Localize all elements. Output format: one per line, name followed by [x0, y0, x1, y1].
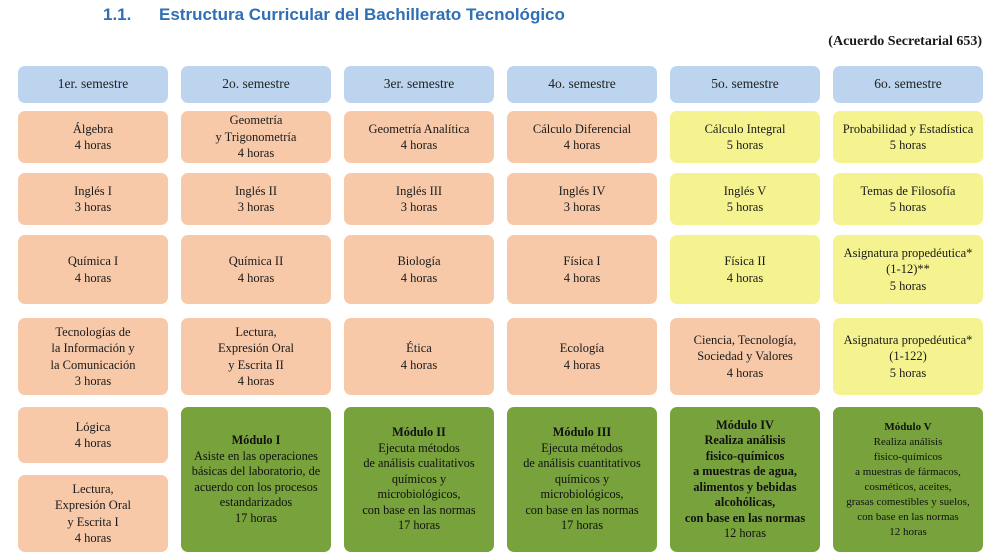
hours-label: 17 horas — [397, 518, 440, 533]
subject-cell — [181, 235, 331, 304]
cell-text-line: Sociedad y Valores — [697, 349, 793, 364]
hours-label: 17 horas — [560, 518, 603, 533]
subject-cell — [507, 173, 657, 225]
semester-header: 2o. semestre — [181, 66, 331, 103]
subject-name: Ecología — [559, 341, 605, 355]
subject-name: Lógica — [75, 419, 111, 434]
cell-text-line: la Comunicación — [50, 357, 136, 372]
hours-label: 5 horas — [726, 138, 764, 152]
subject-name: Química I — [67, 254, 119, 268]
subject-name: Asignatura propedéutica* — [843, 332, 973, 347]
subject-cell — [344, 111, 494, 163]
semester-header: 5o. semestre — [670, 66, 820, 103]
cell-text-line: de análisis cualitativos — [363, 456, 475, 471]
cell-text-line: cosméticos, aceites, — [864, 480, 952, 493]
module-title: Módulo III — [552, 425, 612, 440]
subject-cell — [181, 318, 331, 395]
hours-label: 3 horas — [400, 200, 438, 214]
subject-cell — [670, 111, 820, 163]
hours-label: 4 horas — [400, 270, 438, 285]
cell-text-line: Expresión Oral — [54, 498, 132, 512]
subject-name: Ciencia, Tecnología, — [693, 332, 797, 347]
hours-label: 4 horas — [563, 357, 601, 372]
cell-text-line: químicos y — [554, 471, 610, 486]
subject-cell — [507, 318, 657, 395]
cell-text-line: Ejecuta métodos — [378, 440, 460, 455]
cell-text-line: Asiste en las operaciones — [194, 448, 318, 463]
semester-header: 6o. semestre — [833, 66, 983, 103]
subject-name: Inglés II — [235, 183, 277, 198]
cell-text-line: alimentos y bebidas — [693, 479, 797, 494]
cell-text-line: Expresión Oral — [217, 341, 295, 355]
hours-label: 4 horas — [726, 365, 764, 380]
subject-name: Física II — [724, 254, 766, 268]
subject-cell — [670, 318, 820, 395]
subject-cell — [18, 235, 168, 304]
cell-text-line: con base en las normas — [525, 502, 639, 517]
hours-label: 12 horas — [889, 525, 927, 538]
subject-name: Álgebra — [72, 121, 114, 136]
cell-text-line: fisico-químicos — [873, 450, 943, 463]
subject-name: Física I — [563, 254, 601, 268]
hours-label: 4 horas — [400, 138, 438, 152]
cell-text-line: Ejecuta métodos — [541, 440, 623, 455]
cell-text-line: estandarizados — [219, 495, 293, 509]
cell-text-line: la Información y — [51, 341, 135, 355]
subject-name: Química II — [228, 254, 284, 268]
hours-label: 4 horas — [563, 270, 601, 285]
subject-name: Asignatura propedéutica* — [843, 245, 973, 260]
cell-text-line: fisico-químicos — [705, 448, 785, 463]
subject-name: Lectura, — [235, 324, 277, 339]
subject-name: Geometría Analítica — [368, 121, 470, 136]
subject-cell — [833, 235, 983, 304]
cell-text-line: a muestras de agua, — [693, 464, 797, 478]
cell-text-line: de análisis cuantitativos — [523, 456, 641, 471]
module-cell — [833, 407, 983, 552]
cell-text-line: acuerdo con los procesos — [194, 479, 318, 494]
hours-label: 4 horas — [74, 138, 112, 152]
subject-cell — [833, 173, 983, 225]
cell-text-line: y Trigonometría — [215, 129, 297, 144]
hours-label: 3 horas — [237, 200, 275, 214]
hours-label: 3 horas — [74, 374, 112, 388]
module-cell — [344, 407, 494, 552]
subject-cell — [670, 173, 820, 225]
subject-cell — [18, 173, 168, 225]
subject-cell — [18, 318, 168, 395]
cell-text-line: químicos y — [391, 471, 447, 486]
cell-text-line: (1-122) — [889, 349, 927, 364]
subject-name: Biología — [397, 254, 441, 268]
cell-text-line: alcohólicas, — [714, 495, 776, 509]
cell-text-line: microbiológicos, — [377, 487, 461, 502]
subject-cell — [833, 111, 983, 163]
hours-label: 4 horas — [74, 531, 112, 545]
hours-label: 17 horas — [234, 510, 277, 525]
subject-name: Lectura, — [72, 481, 114, 496]
hours-label: 5 horas — [889, 138, 927, 152]
subject-cell — [18, 111, 168, 163]
subject-name: Inglés IV — [558, 183, 606, 198]
subject-cell — [670, 235, 820, 304]
subject-name: Geometría — [229, 113, 283, 128]
subject-cell — [344, 318, 494, 395]
subject-name: Cálculo Integral — [704, 121, 786, 136]
section-number: 1.1. — [103, 5, 132, 24]
cell-text-line: Realiza análisis — [873, 435, 943, 448]
subject-cell — [344, 173, 494, 225]
cell-text-line: a muestras de fármacos, — [855, 465, 961, 478]
module-title: Módulo I — [231, 433, 281, 447]
subject-name: Cálculo Diferencial — [532, 121, 632, 136]
module-title: Módulo V — [884, 420, 932, 433]
hours-label: 4 horas — [237, 270, 275, 285]
cell-text-line: con base en las normas — [857, 510, 959, 523]
module-cell — [507, 407, 657, 552]
cell-text-line: básicas del laboratorio, de — [191, 464, 321, 478]
subject-cell — [344, 235, 494, 304]
subject-cell — [507, 235, 657, 304]
cell-text-line: microbiológicos, — [540, 487, 624, 502]
section-heading — [103, 5, 565, 25]
subject-name: Ética — [406, 341, 432, 355]
hours-label: 5 horas — [889, 278, 927, 293]
agreement-note: (Acuerdo Secretarial 653) — [828, 34, 982, 49]
hours-label: 4 horas — [400, 357, 438, 372]
semester-header: 1er. semestre — [18, 66, 168, 103]
cell-text-line: y Escrita I — [67, 514, 119, 529]
subject-name: Inglés V — [723, 183, 767, 198]
hours-label: 5 horas — [726, 200, 764, 214]
cell-text-line: con base en las normas — [684, 510, 806, 525]
subject-cell — [181, 173, 331, 225]
hours-label: 12 horas — [723, 526, 766, 540]
semester-header: 4o. semestre — [507, 66, 657, 103]
hours-label: 5 horas — [889, 365, 927, 380]
subject-cell — [18, 407, 168, 463]
cell-text-line: con base en las normas — [362, 502, 476, 517]
hours-label: 4 horas — [237, 374, 275, 388]
subject-name: Temas de Filosofía — [860, 183, 956, 198]
subject-name: Inglés III — [395, 183, 443, 198]
cell-text-line: grasas comestibles y suelos, — [846, 495, 970, 508]
hours-label: 4 horas — [563, 138, 601, 152]
hours-label: 4 horas — [237, 146, 275, 161]
hours-label: 5 horas — [889, 200, 927, 214]
hours-label: 4 horas — [726, 270, 764, 285]
cell-text-line: y Escrita II — [228, 357, 284, 372]
subject-cell — [18, 475, 168, 552]
hours-label: 3 horas — [563, 200, 601, 214]
cell-text-line: (1-12)** — [886, 262, 930, 277]
subject-cell — [507, 111, 657, 163]
subject-name: Inglés I — [74, 183, 112, 198]
section-title: Estructura Curricular del Bachillerato Tecnológico — [159, 5, 565, 24]
subject-name: Tecnologías de — [55, 324, 131, 339]
module-cell — [181, 407, 331, 552]
subject-cell — [833, 318, 983, 395]
subject-name: Probabilidad y Estadística — [842, 121, 974, 136]
subject-cell — [181, 111, 331, 163]
hours-label: 4 horas — [74, 436, 112, 450]
hours-label: 3 horas — [74, 200, 112, 214]
module-title: Módulo II — [392, 425, 446, 440]
module-title: Módulo IV — [716, 417, 774, 432]
hours-label: 4 horas — [74, 270, 112, 285]
module-cell — [670, 407, 820, 552]
cell-text-line: Realiza análisis — [704, 433, 786, 447]
semester-header: 3er. semestre — [344, 66, 494, 103]
